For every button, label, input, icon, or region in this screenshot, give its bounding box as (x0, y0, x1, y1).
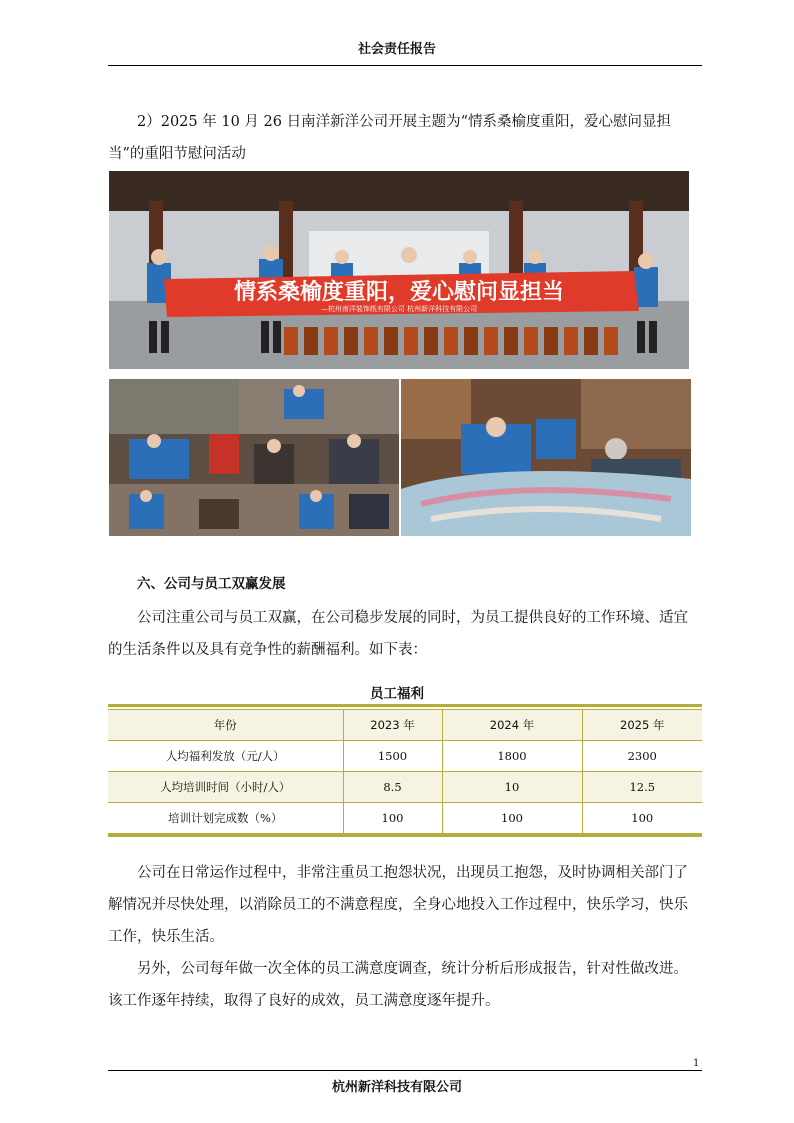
group-photo (109, 171, 689, 369)
table-cell: 12.5 (582, 772, 702, 803)
table-row (108, 772, 702, 803)
table-header-cell: 2023 年 (343, 710, 442, 741)
table-header-cell: 2024 年 (442, 710, 582, 741)
table-cell: 培训计划完成数（%） (108, 803, 343, 834)
table-cell: 人均福利发放（元/人） (108, 741, 343, 772)
activity-description: 2）2025 年 10 月 26 日南洋新洋公司开展主题为“情系桑榆度重阳，爱心慰问显担当”的重阳节慰问活动 (108, 114, 671, 162)
table-cell: 人均培训时间（小时/人） (108, 772, 343, 803)
footer-company-name: 杭州新洋科技有限公司 (331, 1080, 462, 1095)
banner-text: 情系桑榆度重阳，爱心慰问显担当 (233, 280, 565, 305)
footer-divider (108, 1070, 702, 1071)
table-header-cell: 年份 (108, 710, 343, 741)
employee-benefits-table (108, 704, 702, 837)
table-cell: 2300 (582, 741, 702, 772)
table-cell: 100 (343, 803, 442, 834)
table-caption: 员工福利 (370, 686, 424, 702)
page-number: 1 (693, 1058, 700, 1069)
table-cell: 100 (442, 803, 582, 834)
table-header-cell: 2025 年 (582, 710, 702, 741)
table-cell: 1800 (442, 741, 582, 772)
table-row (108, 741, 702, 772)
table-cell: 10 (442, 772, 582, 803)
visit-photo-collage-left (109, 379, 399, 536)
section-intro: 公司注重公司与员工双赢，在公司稳步发展的同时，为员工提供良好的工作环境、适宜的生活条件以及具有竞争性的薪酬福利。如下表： (108, 610, 688, 658)
table-header-row (108, 710, 702, 741)
visit-photo-collage-right (401, 379, 691, 536)
complaint-handling-paragraph: 公司在日常运作过程中，非常注重员工抱怨状况，出现员工抱怨，及时协调相关部门了解情况并尽快处理，以消除员工的不满意程度，全身心地投入工作过程中，快乐学习，快乐工作，快乐生活。 (108, 865, 688, 945)
satisfaction-survey-paragraph: 另外，公司每年做一次全体的员工满意度调查，统计分析后形成报告，针对性做改进。该工作逐年持续，取得了良好的成效，员工满意度逐年提升。 (108, 961, 688, 1009)
banner-subtext: —杭州南洋装饰纸有限公司 杭州新洋科技有限公司 (320, 305, 478, 313)
report-header-title: 社会责任报告 (357, 42, 436, 57)
table-row (108, 803, 702, 834)
table-cell: 1500 (343, 741, 442, 772)
table-cell: 8.5 (343, 772, 442, 803)
header-divider (108, 65, 702, 66)
table-cell: 100 (582, 803, 702, 834)
section-heading: 六、公司与员工双赢发展 (137, 576, 286, 592)
